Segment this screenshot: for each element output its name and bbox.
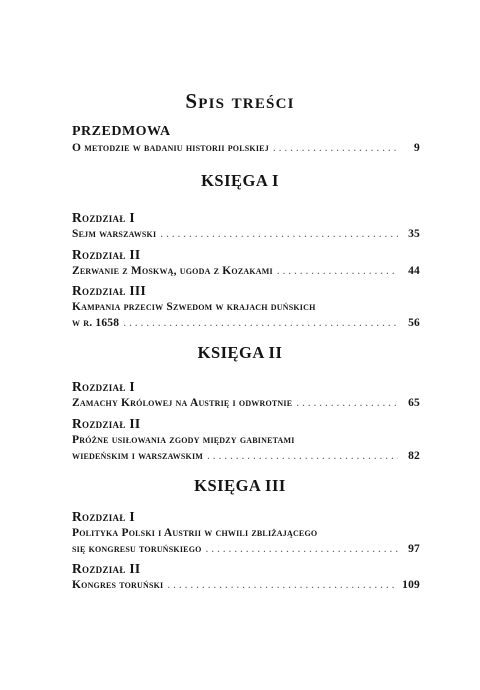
chapter-2-2 (72, 416, 420, 464)
toc-entry-title-cont: wiedeńskim i warszawskim (72, 450, 204, 462)
toc-entry-title: Zerwanie z Moskwą, ugoda z Kozakami (72, 265, 273, 277)
dot-leader (296, 395, 398, 411)
toc-entry-title: Kampania przeciw Szwedom w krajach duńskich (72, 301, 316, 313)
dot-leader (273, 140, 398, 156)
toc-entry (72, 395, 420, 411)
toc-entry-title: Sejm warszawski (72, 228, 157, 240)
page-number: 82 (408, 450, 420, 462)
page-title: Spis treści (185, 89, 295, 113)
dot-leader (277, 263, 398, 279)
toc-entry-title: Próżne usiłowania zgody między gabinetami (72, 434, 295, 446)
toc-entry (72, 263, 420, 279)
toc-entry-title: O metodzie w badaniu historii polskiej (72, 142, 269, 154)
preface-section (72, 124, 420, 156)
chapter-1-3 (72, 283, 420, 331)
chapter-2-1 (72, 379, 420, 411)
preface-label: PRZEDMOWA (72, 124, 171, 139)
chapter-3-1 (72, 509, 420, 557)
book-heading-2: KSIĘGA II (197, 343, 283, 362)
page-number: 97 (408, 543, 420, 555)
chapter-1-1 (72, 210, 420, 242)
toc-entry-title: Polityka Polski i Austrii w chwili zbliżającego (72, 527, 318, 539)
toc-entry (72, 577, 420, 593)
dot-leader (160, 226, 398, 242)
toc-entry (72, 315, 420, 331)
dot-leader (123, 315, 398, 331)
page-number: 109 (402, 579, 420, 591)
toc-entry-line (72, 432, 420, 448)
chapter-label: Rozdział I (72, 379, 135, 394)
chapter-3-2 (72, 561, 420, 593)
chapter-label: Rozdział II (72, 561, 141, 576)
page-number: 9 (414, 142, 420, 154)
toc-entry-title-cont: w r. 1658 (72, 317, 120, 329)
dot-leader (167, 577, 398, 593)
toc-entry-title: Zamachy Królowej na Austrię i odwrotnie (72, 397, 293, 409)
book-heading-1: KSIĘGA I (201, 171, 279, 190)
chapter-label: Rozdział I (72, 210, 135, 225)
chapter-label: Rozdział II (72, 416, 141, 431)
toc-entry-line (72, 299, 420, 315)
toc-entry (72, 541, 420, 557)
toc-entry-line (72, 525, 420, 541)
toc-entry-title-cont: się kongresu toruńskiego (72, 543, 202, 555)
chapter-label: Rozdział III (72, 283, 146, 298)
chapter-label: Rozdział I (72, 509, 135, 524)
toc-entry (72, 226, 420, 242)
dot-leader (207, 448, 398, 464)
chapter-label: Rozdział II (72, 247, 141, 262)
page-number: 56 (408, 317, 420, 329)
toc-entry (72, 448, 420, 464)
chapter-1-2 (72, 247, 420, 279)
book-heading-3: KSIĘGA III (194, 476, 286, 495)
page-number: 44 (408, 265, 420, 277)
toc-entry-preface (72, 140, 420, 156)
toc-entry-title: Kongres toruński (72, 579, 164, 591)
dot-leader (206, 541, 398, 557)
page-number: 35 (408, 228, 420, 240)
page-number: 65 (408, 397, 420, 409)
